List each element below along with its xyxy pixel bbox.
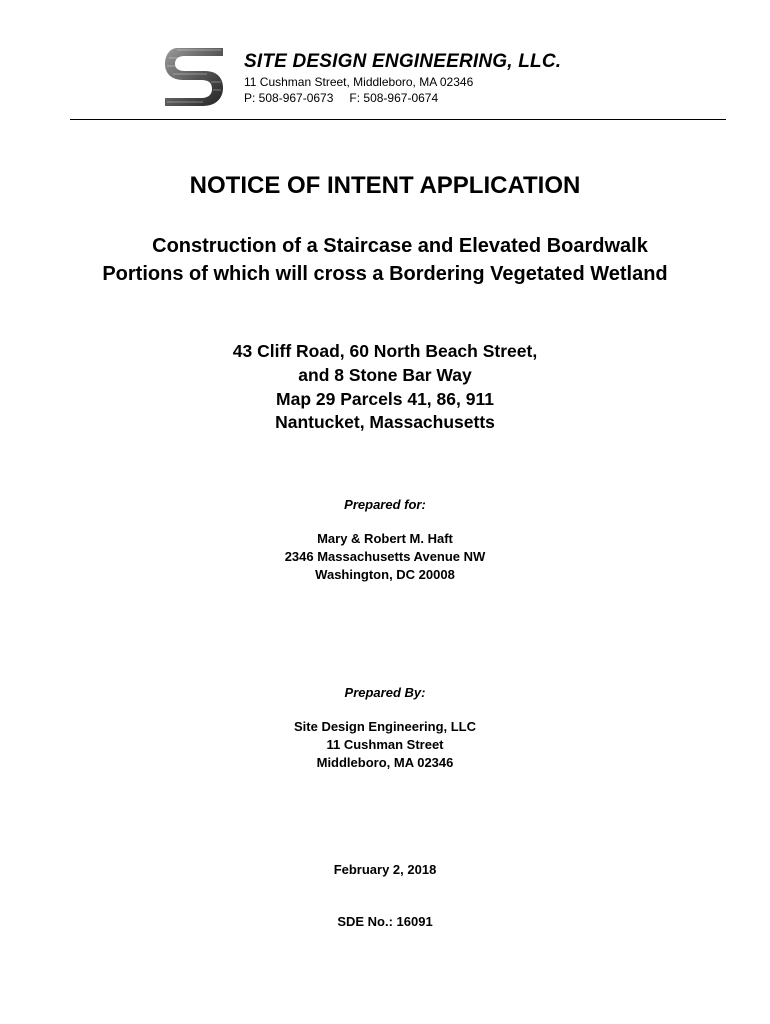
document-title: NOTICE OF INTENT APPLICATION: [189, 172, 581, 199]
company-phone: P: 508-967-0673: [244, 91, 334, 105]
company-contact: [244, 91, 438, 105]
location-line: and 8 Stone Bar Way: [298, 365, 472, 385]
prepared-for-line: 2346 Massachusetts Avenue NW: [284, 549, 486, 564]
sde-number: SDE No.: 16091: [337, 914, 433, 929]
location-line: Map 29 Parcels 41, 86, 911: [276, 389, 494, 409]
company-name: SITE DESIGN ENGINEERING, LLC.: [244, 51, 562, 72]
company-address: 11 Cushman Street, Middleboro, MA 02346: [244, 75, 474, 89]
subtitle-line: Portions of which will cross a Bordering Vegetated Wetland: [102, 263, 668, 285]
location-line: Nantucket, Massachusetts: [275, 412, 495, 432]
subtitle-line: Construction of a Staircase and Elevated Boardwalk: [152, 235, 648, 257]
prepared-for-line: Washington, DC 20008: [315, 567, 455, 582]
prepared-by-line: Site Design Engineering, LLC: [293, 719, 477, 734]
prepared-for-label: Prepared for:: [344, 497, 426, 512]
location-line: 43 Cliff Road, 60 North Beach Street,: [232, 341, 538, 361]
document-date: February 2, 2018: [333, 862, 437, 877]
sde-s-logo-icon: [163, 46, 225, 108]
prepared-by-label: Prepared By:: [344, 685, 426, 700]
prepared-by-line: 11 Cushman Street: [326, 737, 444, 752]
prepared-by-line: Middleboro, MA 02346: [316, 755, 454, 770]
company-fax: F: 508-967-0674: [349, 91, 439, 105]
prepared-for-line: Mary & Robert M. Haft: [317, 531, 453, 546]
letterhead-divider: [70, 119, 726, 120]
